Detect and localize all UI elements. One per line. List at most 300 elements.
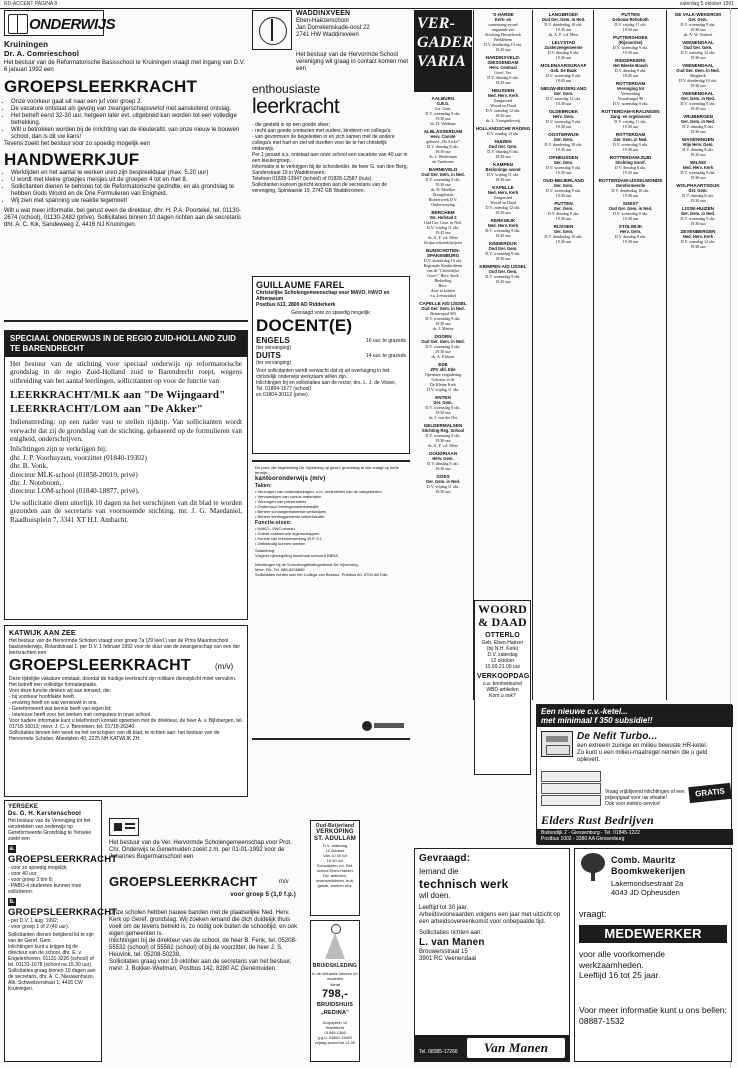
- listing-church: Ger. Gem.: [553, 206, 574, 211]
- boiler-icon: [541, 731, 573, 757]
- ad-kruiningen-also: Tevens zoekt het bestuur voor zo spoedig mogelijk een: [4, 141, 151, 147]
- ad-gevraagd-footer: [415, 1035, 569, 1061]
- ad-gevraagd-body: Leeftijd tot 30 jaar. Arbeidsvoorwaarden volgens een jaar met uitzicht op een arbeidsovereenkomst voor onbepaalde tijd.: [419, 905, 561, 925]
- ad-katwijk-job: GROEPSLEERKRACHT: [9, 657, 191, 674]
- ad-gevraagd-addr: Brouwersstraat 15 3901 RC Veenendaal: [419, 949, 477, 962]
- listing-entry: [535, 63, 592, 83]
- book-icon: [8, 14, 28, 34]
- section-logo: [4, 10, 116, 36]
- listing-details: D.V. woensdag 9 okt. 19.30 uur: [680, 216, 716, 226]
- ad-farel-duits-hours: 14 uur, te grazeds: [365, 353, 406, 359]
- listing-entry: [414, 129, 472, 164]
- listing-church: Oud Ger. Gem. in Ned.: [421, 339, 465, 344]
- ad-kruiningen-subtitle: Dr. A. Comrieschool: [4, 49, 80, 58]
- vergader-varia-header: [414, 10, 472, 92]
- ad-nefit-h2: met minimaal f 350 subsidie!!: [541, 716, 653, 725]
- listing-church: Oud Ger. Gem.: [488, 269, 518, 274]
- listing-details: Geref. Ver. D.V. dinsdag 8 okt. 19.45 uur: [487, 70, 519, 85]
- listing-details: D.V. donderdag 10 okt. 19.30 uur ds. A. F. v.d. Meer: [544, 22, 583, 37]
- listing-details: Betuwepad 903 D.V. woensdag 9 okt. 19.30 uur ds. J. Mieras: [425, 311, 461, 331]
- listing-town: ROTTERDAM-KRALINGEN: [601, 109, 660, 114]
- listing-town: ROTTERDAM: [615, 132, 646, 137]
- vijverberg-logo-icon: [362, 720, 404, 732]
- listing-town: HUIZEN: [494, 139, 512, 144]
- listing-details: D.V. vrijdag 11 okt. 19.30 uur: [614, 22, 647, 32]
- ad-genemuiden-job-row: [109, 874, 301, 892]
- listing-church: Oud Ger. Gem.: [683, 45, 713, 50]
- ad-bruid-price: 798,-: [321, 988, 349, 1000]
- listing-details: D.V. donderdag 10 okt. 19.30 uur: [544, 142, 583, 152]
- ad-yerseke-job-a: GROEPSLEERKRACHT: [8, 854, 118, 865]
- listing-entry: [475, 126, 531, 136]
- listing-entry: [535, 155, 592, 175]
- ad-genemuiden-unit: m/v: [279, 879, 289, 885]
- listing-details: D.V. dinsdag 8 okt. 19.30 uur: [682, 193, 714, 203]
- ad-waddinxveen-title: WADDINXVEEN: [296, 10, 351, 17]
- listing-church: Ger. Gem. in Ned.: [613, 137, 648, 142]
- listing-church: Oud Ger. Gem. in Ned.: [608, 206, 653, 211]
- school-logo-icon: [109, 818, 139, 836]
- ad-bruid-title: BRUIDSKLEDING: [312, 963, 358, 969]
- listing-entry: [535, 224, 592, 244]
- ad-nefit-note: Vraag vrijblijvend inlichtingen of een prijsopgaaf voor uw situatie! Ook voor elektro-service!: [605, 789, 685, 807]
- listing-church: Oud Ger. Gem. in Ned.: [541, 17, 586, 22]
- listing-town: VRIJBERGEN: [683, 114, 713, 119]
- ad-mauritz-body: voor alle voorkomende werkzaamheden. Leeftijd 16 tot 25 jaar.: [579, 949, 665, 980]
- ad-woord-daad-title1: WOORD: [478, 602, 527, 616]
- listing-town: GOUDRIAAN: [428, 451, 458, 456]
- ad-gevraagd-p3: wil doen.: [419, 891, 451, 900]
- ad-nefit-badge: GRATIS: [688, 783, 731, 803]
- ad-mauritz-job: MEDEWERKER: [579, 925, 727, 943]
- listings-column-4: [596, 12, 665, 672]
- listing-details: D.V. woensdag 9 okt. 19.30 uur: [545, 165, 582, 175]
- listing-details: D.V. woensdag 9 okt. 19.30 uur: [545, 188, 582, 198]
- listing-entry: [668, 91, 728, 111]
- listing-details: D.V. vrijdag 11 okt. 19.30 uur: [614, 119, 647, 129]
- ad-kruiningen-title: Kruiningen: [4, 40, 49, 49]
- listing-church: Ned. Herv. Kerk: [487, 93, 519, 98]
- vergader-varia-title: VER-GADER VARIA: [417, 15, 474, 70]
- ad-gevraagd: [414, 848, 570, 1062]
- ad-woord-daad-sub: VERKOOPDAG: [477, 673, 530, 680]
- ad-mauritz-footer: Voor meer informatie kunt u ons bellen: 08887-1532: [579, 1005, 727, 1026]
- listing-details: D.V. zondag 13 okt.: [486, 131, 520, 136]
- ad-gevraagd-logo: Van Manen: [483, 1040, 549, 1055]
- listing-church: Ned. Herv. Kerk: [682, 165, 714, 170]
- ad-gevraagd-name: L. van Manen: [419, 937, 485, 948]
- ad-farel-duits-row: [256, 351, 406, 360]
- listing-town: AALBURG: [431, 96, 455, 101]
- ad-bruid: [310, 920, 360, 1062]
- listing-entry: [535, 178, 592, 198]
- listing-church: Ver. Hofstad 2: [429, 215, 457, 220]
- listing-details: D.V. woensdag 9 okt. 19.30 uur ds. A. Elshout: [425, 344, 461, 359]
- page-header-date: zaterdag 5 oktober 1991: [679, 1, 734, 7]
- listing-town: HARDINXVELD-GIESSENDAM: [485, 55, 521, 65]
- ad-kruiningen-bullets: [4, 99, 248, 141]
- ad-yerseke-a-label: a.: [9, 846, 15, 852]
- ad-yerseke-body-a: - voor zo spoedig mogelijk; - voor 40 uur; - voor groep 3 t/m 8; - PABO-4 studenten kunnen mee solliciteren.: [8, 865, 82, 895]
- ad-kruiningen-job2: HANDWERKJUF: [4, 150, 140, 169]
- listing-town: GELDERMALSEN: [423, 423, 463, 428]
- listing-town: KRIMPEN A/D IJSSEL: [479, 264, 527, 269]
- ad-woord-daad: [474, 600, 531, 775]
- ad-oud-beijerland-title: Oud-Beijerland: [315, 823, 355, 829]
- listing-entry: [535, 86, 592, 106]
- listing-town: KAMPEN: [493, 162, 513, 167]
- listing-town: CAPELLE A/D IJSSEL: [419, 301, 467, 306]
- listing-entry: [414, 474, 472, 494]
- ad-bruid-lines: Dorpsplein 12 Streefkerk 01849-1366 g.g.d. 01850-15402 vrijdag avond tot 21.00: [314, 1020, 356, 1045]
- listing-entry: [668, 137, 728, 157]
- listing-town: VEENENDAAL: [682, 40, 714, 45]
- ad-kruiningen-footer: Wilt u wat meer informatie, bel gerust even de direkteur, dhr. H. P.A. Poorteké, tel. 01130-2674 (school), 01130-2482 (prive). Sollicitaties binnen 10 dagen richten aan de secretaris dhr. A. C. Kik, Sandeweeg 2, 4416 NJ Kruiningen.: [4, 208, 242, 228]
- list-item: • Het betreft eerst 32-30 uur, hetgeen later evt. uitgebreid kan worden tot een volledige betrekking.: [11, 113, 248, 127]
- ad-gevraagd-p2: technisch werk: [419, 877, 509, 891]
- ad-genemuiden-job: GROEPSLEERKRACHT: [109, 874, 258, 889]
- listing-town: KERKWIJK: [490, 218, 516, 223]
- ad-farel-verv2: (ter vervanging): [256, 360, 292, 366]
- ad-genemuiden: [106, 818, 306, 1062]
- ad-gevraagd-title: Gevraagd:: [419, 853, 471, 864]
- ad-gevraagd-p1: Iemand die: [419, 867, 459, 876]
- ad-nefit-phone-line: Buitendijk 2 - Giessenburg - Tel. 01845-1222: [541, 830, 640, 836]
- ad-speciaal-intro: Het bestuur van de stichting voor speciaal onderwijs op reformatorische grondslag in de regio Zuid-Holland zuid te Barendrecht roept, wegens uitbreiding van het aantal leerlingen, sollicitanten op voor de functie van: [10, 360, 242, 385]
- listing-town: WILNIS: [689, 160, 707, 165]
- listing-details: D.V. dinsdag 8 okt. 19.30 uur: [547, 50, 580, 60]
- listing-town: LANGBROEK: [548, 12, 579, 17]
- ad-speciaal: [4, 330, 248, 620]
- listings-column-3: [535, 12, 592, 672]
- listing-details: samenzang avond uitgaande van Stichting Herstelwerk Bethlehem D.V. donderdag 10 okt. 19.45 uur: [483, 22, 523, 52]
- ad-katwijk-title: KATWIJK AAN ZEE: [9, 630, 76, 637]
- listing-entry: [414, 248, 472, 298]
- listing-details: D.V. woensdag 9 okt. 19.45 uur: [545, 73, 582, 83]
- listing-town: BERCHEM: [431, 210, 455, 215]
- ad-gevraagd-sol: Sollicitaties richten aan:: [419, 930, 483, 936]
- listing-details: Oud Ger. Gem. in Ned. D.V. vrijdag 11 okt. 19.45 uur ds. A. F. v.d. Meer Krijna schreedchrijven: [423, 220, 463, 245]
- listing-details: D.V. dinsdag 8 okt. 19.30 uur: [614, 234, 647, 244]
- ad-vijverberg-job: kantooronderwijs (m/v): [255, 476, 326, 482]
- listing-details: D.V. woensdag 9 okt. 19.30 uur: [680, 101, 716, 111]
- ad-oud-beijerland: [310, 820, 360, 916]
- listing-church: Ger. Gem. in Ned.: [680, 96, 716, 101]
- ad-yerseke-footer: Sollicitanten dienen belijdend lid te zijn van de Geref. Gem. Inlichtingen kunt u krijgen bij de directeur van de school, dhr. E. v. Engelenhoven, 01131-3226 (school) of tel. 01131-1678 (school na 15.30 uur). Sollicitaties graag binnen 10 dagen aan de secretaris, dhr. A. C. Nieuwenhuize, Alb. Schweitzerstraat 1, 4416 CW Kruiningen.: [8, 932, 96, 992]
- ad-waddinxveen-intro: Het bestuur van de Hervormde School vereniging wil graag in contact komen met een: [296, 52, 409, 72]
- listing-church: Ger. Gem.: [553, 160, 574, 165]
- ad-farel-job: DOCENT(E): [256, 316, 353, 335]
- listing-details: D.V. woensdag 9 okt. 19.30 uur ds. A. F. v.d. Meer: [425, 433, 461, 448]
- listing-church: Ger. Gem.: [553, 183, 574, 188]
- ad-yerseke-b-row: [8, 897, 98, 907]
- listing-details: D.V. zaterdag 12 okt. 19.30 uur: [680, 239, 716, 249]
- listing-entry: [535, 40, 592, 60]
- listing-entry: [414, 210, 472, 245]
- ad-nefit-address: Postbus 1002 - 3380 AA Giessenburg: [541, 836, 625, 842]
- listing-details: Ger. Gem. D.V. woensdag 9 okt. 19.30 uur ds. H. Veldman: [425, 106, 461, 126]
- ad-vijverberg-eisen-title: Functie-eisen:: [255, 520, 292, 526]
- school-logo-icon: [252, 10, 292, 50]
- ad-yerseke-sub: Ds. G. H. Kerstenschool: [8, 811, 81, 817]
- listing-entry: [414, 362, 472, 392]
- ad-speciaal-title: SPECIAAL ONDERWIJS IN DE REGIO ZUID-HOLLAND ZUID TE BARENDRECHT: [5, 331, 247, 357]
- ad-mauritz-addr: Lakemondsestraat 2a 4043 JD Opheusden: [611, 879, 684, 897]
- listing-details: D.V. vrijdag 11 okt. 19.30 uur: [486, 172, 520, 182]
- ad-genemuiden-job2: voor groep 5 (1,0 f.p.): [230, 892, 296, 898]
- ad-farel-body: Voor sollicitanten wordt verwacht dat zij uit overtuiging in het christelijk onderwijs werkzaam willen zijn. Inlichtingen bij en sollicitaties aan de rector, drs. L. J. de Visser, Tel. 01804-1577 (school) en 01804-30112 (prive).: [256, 368, 396, 398]
- list-item: • Onze voorkeur gaat uit naar een juf voor groep 2.: [11, 99, 248, 106]
- bride-dress-icon: [323, 924, 347, 960]
- ad-nefit: [536, 704, 732, 844]
- ad-yerseke-intro: Het bestuur van de Vereniging tot het verstrekken van onderwijs op Gereformeerde Grondslag te Yerseke zoekt een: [8, 818, 92, 842]
- listing-entry: [596, 35, 665, 55]
- listing-church: Herv. Centraal: [489, 65, 517, 70]
- ad-kruiningen-job1: GROEPSLEERKRACHT: [4, 77, 198, 96]
- listing-details: D.V. zaterdag 12 okt. 19.30 uur: [546, 96, 581, 106]
- ad-waddinxveen-line1: enthousiaste: [252, 82, 321, 96]
- listing-town: PUTTEN: [621, 12, 640, 17]
- listing-church: Ger. Gem.: [553, 91, 574, 96]
- ad-vijverberg-intro: De post- die begeleiding De Vijverberg op gesel- grondslag te klin vraagt op korte termijn:: [255, 465, 400, 475]
- listing-entry: [668, 229, 728, 249]
- listing-town: OUD-BEIJERLAND: [542, 178, 585, 183]
- listing-town: OOSTERWIJK: [548, 132, 579, 137]
- listing-church: Zang- en orgelavond: [610, 114, 651, 119]
- column-rule: [593, 10, 594, 700]
- listing-church: Ger. Gem. in Ned.: [425, 479, 461, 484]
- listing-entry: [414, 423, 472, 448]
- ad-farel-engels-hours: 16 uur, te grazeds: [365, 338, 406, 344]
- tree-logo-icon: [579, 853, 607, 881]
- listing-entry: [414, 451, 472, 471]
- listing-town: PUTTEN: [554, 201, 573, 206]
- listing-town: LELYSTAD: [551, 40, 576, 45]
- listing-entry: [414, 167, 472, 207]
- listing-entry: [535, 12, 592, 37]
- listing-entry: [475, 12, 531, 52]
- ad-woord-daad-sub2: o.a. tennissteunel WBD-artikelen Kom u ook?: [482, 681, 523, 699]
- listing-church: Oud Ger. Gem. in Ned.: [421, 172, 465, 177]
- listing-details: D.V. zaterdag 12 okt. 19.30 uur: [680, 50, 716, 60]
- listing-church: Ned. Herv. Kerk: [487, 190, 519, 195]
- listings-column-5: [668, 12, 728, 672]
- listing-entry: [668, 114, 728, 134]
- listing-details: Zangavond Woord en Daad D.V. zaterdag 12 okt. 19.30 uur ds. L. Vroegindeweij: [485, 98, 521, 123]
- listing-details: Zangavond Woord en Daad D.V. zaterdag 12 okt. 19.30 uur: [485, 195, 521, 215]
- listing-entry: [668, 12, 728, 37]
- listing-church: Herv. Comité: [430, 134, 456, 139]
- listing-town: KINDERDIJK: [488, 241, 518, 246]
- listing-town: BARNEVELD: [428, 167, 458, 172]
- listing-entry: [596, 224, 665, 244]
- listing-church: Ger. Gem. in Ned.: [680, 119, 716, 124]
- ad-mauritz-sub: Boomkwekerijen: [611, 866, 686, 876]
- ad-katwijk-job-row: [9, 656, 243, 676]
- ad-bruid-sub: in de nieuwste kleuren en modellen: [312, 971, 358, 981]
- listing-details: D.V. woensdag 9 okt. 19.30 uur: [612, 211, 649, 221]
- listing-details: D.V. dinsdag 8 okt. 19.30 uur: [547, 211, 580, 221]
- ad-oud-beijerland-sub: VERKOPING: [316, 829, 354, 835]
- listing-church: Ger. Gem.: [433, 400, 453, 405]
- listing-details: D.V. donderdag 10 okt. Regionale Kinderdienst van de "Christelijke Geref." Herv. Kerk Bedoeling Herv. door te komen e.a. Leeuwinkel: [423, 258, 463, 298]
- ad-kruiningen: [4, 40, 248, 322]
- listing-entry: [596, 58, 665, 78]
- listing-church: Ned. Herv. Kerk: [682, 234, 714, 239]
- listing-church: Ger. Gem.: [688, 188, 708, 193]
- listing-details: gebouw „De Arcke” D.V. dinsdag 8 okt. 19.30 uur ds. J. Westerman de Vanhoven: [426, 139, 460, 164]
- listing-details: D.V. woensdag 9 okt. 19.30 uur: [485, 251, 521, 261]
- listing-town: HOLLANDSCHE RADING: [475, 126, 531, 131]
- ad-speciaal-job1: LEERKRACHT/MLK aan "De Wijngaard": [10, 389, 226, 402]
- ad-nefit-body: een extreem zuinige en milieu bewuste HR-ketel. Zo kunt u een milieu-maatregel nemen die u geld oplevert.: [577, 743, 708, 763]
- ad-genemuiden-intro: Het bestuur van de Ver. Hervormde Scholengemeenschap voor Prot. Chr. Onderwijs te Genemuiden zoekt z.m. per 01-01-1992 voor de Johannes Bogermanschool een: [109, 840, 292, 860]
- ad-nefit-company: Elders Rust Bedrijven: [541, 813, 654, 827]
- ad-vijverberg: [252, 460, 410, 740]
- ad-farel-title: GUILLAUME FAREL: [256, 280, 345, 290]
- ad-waddinxveen-address: Jan Dorrekenskade-oost 22 2741 HW Waddinxveen: [296, 25, 370, 38]
- listing-church: Het Bleeke Bosch: [613, 63, 648, 68]
- listing-church: Stichting Reg. School: [421, 428, 465, 433]
- ad-nefit-h1: Een nieuwe c.v.-ketel...: [541, 707, 628, 716]
- ad-farel-engels: ENGELS: [256, 336, 291, 345]
- listing-details: Verbreiding Noordsingel 98 D.V. woensdag 9 okt.: [612, 91, 649, 106]
- listing-entry: [414, 334, 472, 359]
- ad-gevraagd-tel: Tel. 08385-17266: [419, 1049, 458, 1055]
- listing-town: GOES: [436, 474, 450, 479]
- listing-church: Ger. Gem. in Ned.: [680, 211, 716, 216]
- listing-details: D.V. woensdag 9 okt. 19.30 uur ds. A. W. Verhoef: [680, 22, 716, 37]
- listing-entry: [475, 162, 531, 182]
- ad-katwijk-unit: (m/v): [215, 662, 234, 671]
- listing-town: OLDEBROEK: [548, 109, 579, 114]
- listing-details: D.V. dinsdag 8 okt. 19.30 uur: [682, 147, 714, 157]
- listing-entry: [596, 132, 665, 152]
- listing-entry: [596, 12, 665, 32]
- listing-entry: [596, 109, 665, 129]
- listing-church: (Rijsoordse): [618, 40, 643, 45]
- listing-town: RIJSSEN: [553, 224, 574, 229]
- listing-town: STOLWIJK: [618, 224, 643, 229]
- listing-town: 'S HARDE: [492, 12, 514, 17]
- ad-nefit-brand: De Nefit Turbo...: [577, 731, 658, 742]
- listing-church: Ger. Gem.: [688, 17, 708, 22]
- listing-details: D.V. dinsdag 8 okt. 19.45 uur: [614, 68, 647, 78]
- listing-church: Bezinnings avond: [485, 167, 521, 172]
- ad-mauritz-ask: vraagt:: [579, 909, 607, 919]
- listing-church: G.B.G.: [436, 101, 450, 106]
- ad-vijverberg-taken: • Verzorgen van onderwijsdragen, o.m. onderdelen van de vakgebieden • Vervaardigen van cursus materialen • Verzorgen van presentaties • Onderhoud leerlingenadministratie • Beheer schoolgerelateerde werkwijzen • Beheer leerlinggereerde administratie: [255, 489, 382, 519]
- listing-details: Openbare vergadering Gebouw in de De Kleine Kerk D.V. vrijdag 11 okt.: [424, 372, 462, 392]
- listing-town: HEUSDEN: [491, 88, 515, 93]
- listing-entry: [414, 395, 472, 420]
- column-rule: [473, 10, 474, 700]
- section-logo-text: ONDERWIJS: [29, 16, 116, 33]
- listing-town: DOORN: [434, 334, 452, 339]
- listing-details: D.V. woensdag 9 okt. 19.45 uur: [485, 274, 521, 284]
- listing-church: Herv. Gem.: [432, 456, 454, 461]
- listing-town: BUNSCHOTEN-SPAKENBURG: [426, 248, 460, 258]
- listing-town: ZEVENBERGEN: [680, 229, 716, 234]
- ad-mauritz-title: Comb. Mauritz: [611, 855, 676, 865]
- listing-entry: [475, 264, 531, 284]
- listing-town: ROTTERDAM-IJSSELMONDE: [598, 178, 663, 183]
- ad-woord-daad-title2: & DAAD: [478, 615, 527, 629]
- list-item: • Wij zien met spanning uw reaktie tegemoet!: [11, 198, 248, 205]
- ad-farel-engels-row: [256, 336, 406, 345]
- listing-church: Kerk- en: [494, 17, 512, 22]
- ad-bruid-from: Vanaf: [329, 982, 341, 987]
- listing-entry: [414, 96, 472, 126]
- listing-entry: [668, 183, 728, 203]
- listing-town: MOLENAARSGRAAF: [540, 63, 587, 68]
- listing-town: PUTTERSHOEK: [613, 35, 648, 40]
- listing-town: RIDDERKERK: [615, 58, 646, 63]
- listing-entry: [596, 155, 665, 175]
- ad-genemuiden-body: Onze scholen hebben nauwe banden met de plaatselijke Ned. Herv. Kerk op Geref. grondslag. Wij zoeken iemand die dich duidelijk thuis voelt om de tevens betrekt is, zo nodig ook buiten de schooltijd, en ook eigen gemeenten is. Inlichtingen bij de direkteur van de school, de heer B. Fenk, tel. 05208-55532 (school) of 55582 (school) of bij de voorzitter, de heer J. S. Heuvink, tel. 05208-50238. Sollicitaties graag voor 19 oktober aan de secretaris van het bestuur, mevr. J. Bokker-Wietman, Postbus 142, 8280 AC Genemuiden.: [109, 910, 298, 972]
- listing-church: Zuiderzeegemeente: [544, 45, 583, 50]
- list-item: • De vacature ontstaat als gevolg van zwangerschapsverlof met aansluitend ontslag.: [11, 106, 248, 113]
- listing-town: WOLPHAARTSDIJK: [676, 183, 720, 188]
- ad-yerseke-b-label: b.: [9, 899, 15, 905]
- listing-entry: [475, 185, 531, 215]
- listing-town: ALBLASSERDAM: [423, 129, 463, 134]
- listing-entry: [596, 178, 665, 198]
- column-rule: [532, 10, 533, 700]
- listing-church: Oud Ger. Gem.: [488, 144, 518, 149]
- ad-waddinxveen: [252, 10, 410, 268]
- listing-town: NIEUW-BEIJERLAND: [540, 86, 587, 91]
- listing-town: LISSE-HUIZEN: [682, 206, 714, 211]
- listing-town: DE VALK-WEKEROM: [675, 12, 721, 17]
- listing-entry: [668, 160, 728, 180]
- listing-town: VEENENDAAL: [682, 63, 714, 68]
- listing-church: Gebouw Rehoboth: [612, 17, 649, 22]
- ad-nefit-footer: [537, 829, 733, 845]
- ad-waddinxveen-school: Eben-Haëzerschool: [296, 18, 349, 24]
- listing-details: Brugkerk D.V. donderdag 10 okt. 19.30 uur: [678, 73, 718, 88]
- ad-waddinxveen-head: [296, 10, 410, 50]
- ad-waddinxveen-body: - die gesteld is op een goede sfeer; - recht aan goede contacten met ouders, kinderen en collega's; - van gevormsen de begeleiden in en zich samen met de andere collega's met hart en ziel wil inzetten voor de te het christelijk onderwijs. Per 1 januari a.s. ontstaat aan onze school een vacature van 40 uur in een kleutergroep. Informatie is te verkrijgen bij de schoolleider, de heer G. van den Berg, Sanderstraat 19 in Waddinxveen. Telefoon 01828-13947 (school) of 01828-12587 (huis). Sollicitanten kunnen gericht worden aan de secretaris van de vereniging, Spinwaede 19, 2742 GB Waddinxveen.: [252, 122, 408, 194]
- ad-katwijk: [4, 625, 248, 797]
- header-rule: [0, 8, 738, 9]
- listings-column-1: [414, 96, 472, 596]
- listing-church: Gereformeerde: [615, 183, 646, 188]
- ad-yerseke-title: YERSEKE: [8, 804, 39, 810]
- listing-church: Stichting Geref.: [615, 160, 646, 165]
- listing-details: D.V. dinsdag 8 okt. 19.30 uur: [427, 461, 459, 471]
- ad-vijverberg-salaris: Salariëring: Volgens rijksregeling maximaal schaal 6 BBRA: [255, 548, 338, 558]
- ad-katwijk-intro: Het bestuur van de Hervormde Scholen vraagt voor groep 7a (29 leerl.) van de Prins Mauritsschool basisonderwijs, Rolandstraat 1, per D.V. 1 februari 1992 voor de duur van de zwangerschap van een der leerkrachten een: [9, 638, 241, 656]
- ad-yerseke: [4, 800, 118, 1062]
- listing-church: ZPV afd. Ede: [430, 367, 456, 372]
- listing-entry: [668, 40, 728, 60]
- ad-speciaal-job2: LEERKRACHT/LOM aan "De Akker": [10, 403, 204, 416]
- ad-farel: [252, 276, 410, 454]
- listing-details: D.V. woensdag 9 okt. 19.30 uur ds. J. van der Net: [425, 405, 461, 420]
- listing-entry: [596, 201, 665, 221]
- listing-entry: [475, 55, 531, 85]
- listing-details: D.V. woensdag 9 okt. 19.30 uur: [612, 142, 649, 152]
- listing-entry: [668, 63, 728, 88]
- listing-church: Oud Ger. Gem. in Ned.: [676, 68, 720, 73]
- label-boxes: [541, 771, 601, 811]
- listing-entry: [668, 206, 728, 226]
- listing-town: WAGENINGEN: [682, 137, 714, 142]
- list-item: • Sollicitanten dienen te behoren tot de Reformatorische gezindte, en als grondslag te hebben Gods Woord en de Drie Formulieren van Enigheid.: [11, 184, 248, 198]
- ad-bruid-name: BRUIDSHUIS: [316, 1002, 354, 1008]
- listing-town: EDE: [438, 362, 448, 367]
